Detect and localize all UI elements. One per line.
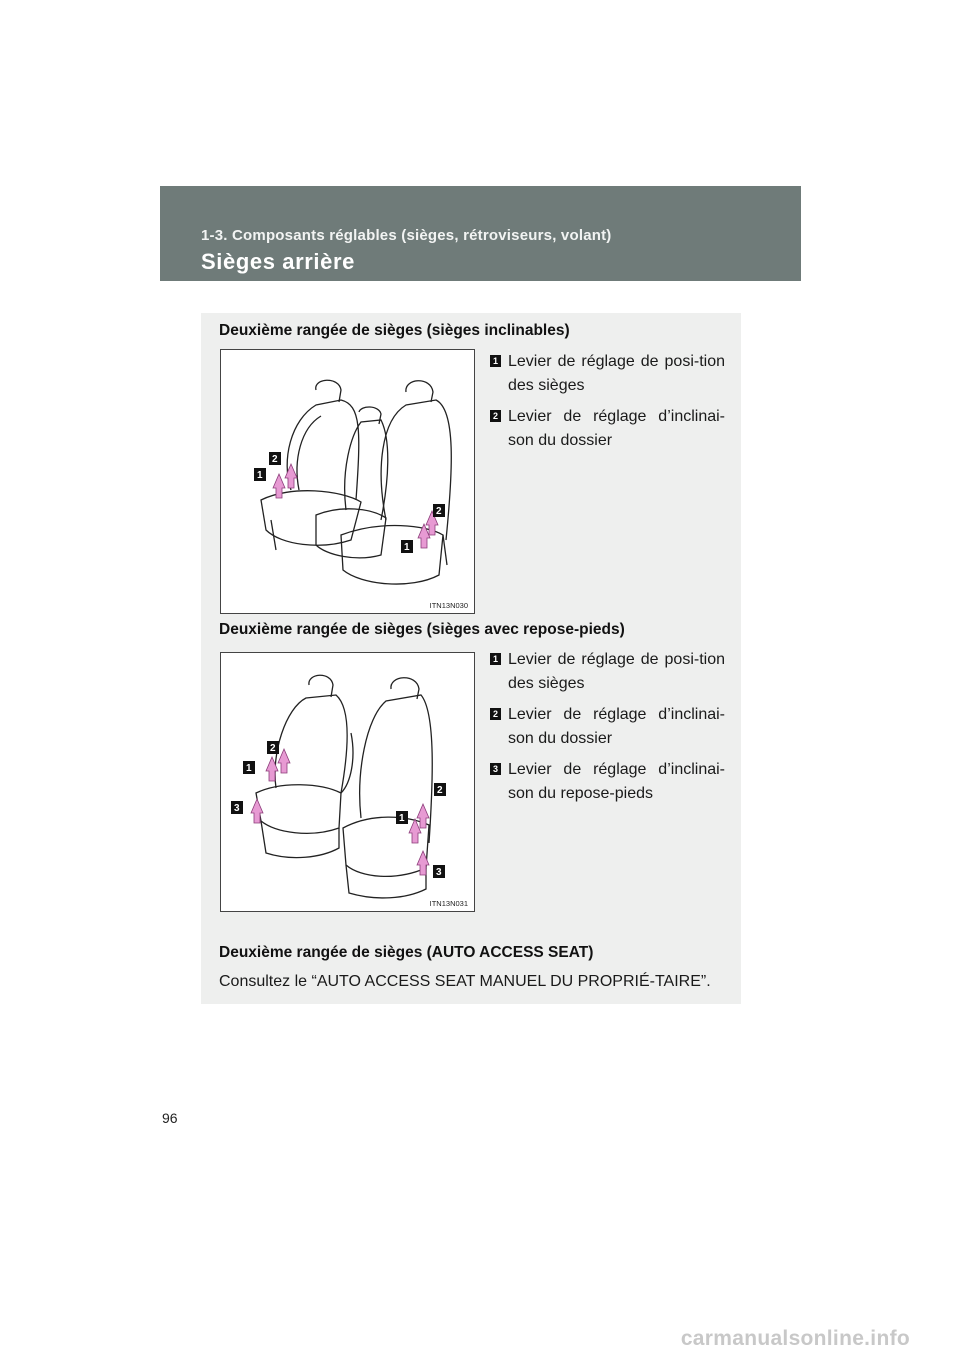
legend-item [490, 703, 725, 751]
legend-text: Levier de réglage d’inclinai-son du dossier [508, 408, 725, 449]
number-badge: 3 [490, 763, 501, 775]
number-badge: 1 [490, 653, 501, 665]
number-badge: 2 [490, 708, 501, 720]
legend-reclining [490, 350, 725, 460]
section-header [160, 186, 801, 281]
legend-item [490, 648, 725, 696]
svg-text:2: 2 [270, 743, 276, 754]
svg-text:2: 2 [437, 785, 443, 796]
svg-text:1: 1 [399, 813, 405, 824]
auto-access-section [219, 940, 725, 994]
legend-footrest [490, 648, 725, 813]
svg-text:1: 1 [246, 763, 252, 774]
legend-item [490, 405, 725, 453]
number-badge: 2 [490, 410, 501, 422]
auto-access-text: Consultez le “AUTO ACCESS SEAT MANUEL DU PROPRIÉ-TAIRE”. [219, 973, 711, 990]
figure-footrest-seats [220, 652, 475, 912]
svg-text:2: 2 [272, 454, 278, 465]
number-badge: 1 [490, 355, 501, 367]
legend-item [490, 758, 725, 806]
figure-reclining-seats [220, 349, 475, 614]
seat-illustration-1 [221, 350, 474, 613]
section-breadcrumb: 1-3. Composants réglables (sièges, rétroviseurs, volant) [201, 227, 612, 244]
page-title: Sièges arrière [201, 249, 355, 274]
section-heading-auto-access: Deuxième rangée de sièges (AUTO ACCESS SEAT) [219, 944, 594, 961]
figure-code: ITN13N030 [429, 601, 468, 610]
svg-text:2: 2 [436, 506, 442, 517]
page-number: 96 [162, 1110, 178, 1126]
figure-code: ITN13N031 [429, 899, 468, 908]
section-heading-reclining: Deuxième rangée de sièges (sièges inclinables) [219, 322, 570, 339]
svg-text:3: 3 [234, 803, 240, 814]
legend-text: Levier de réglage d’inclinai-son du dossier [508, 706, 725, 747]
legend-text: Levier de réglage de posi-tion des sièges [508, 353, 725, 394]
legend-item [490, 350, 725, 398]
legend-text: Levier de réglage d’inclinai-son du repose-pieds [508, 761, 725, 802]
svg-text:1: 1 [404, 542, 410, 553]
watermark: carmanualsonline.info [680, 1327, 910, 1350]
seat-illustration-2 [221, 653, 474, 911]
svg-text:1: 1 [257, 470, 263, 481]
svg-text:3: 3 [436, 867, 442, 878]
section-heading-footrest: Deuxième rangée de sièges (sièges avec repose-pieds) [219, 621, 625, 638]
legend-text: Levier de réglage de posi-tion des sièges [508, 651, 725, 692]
